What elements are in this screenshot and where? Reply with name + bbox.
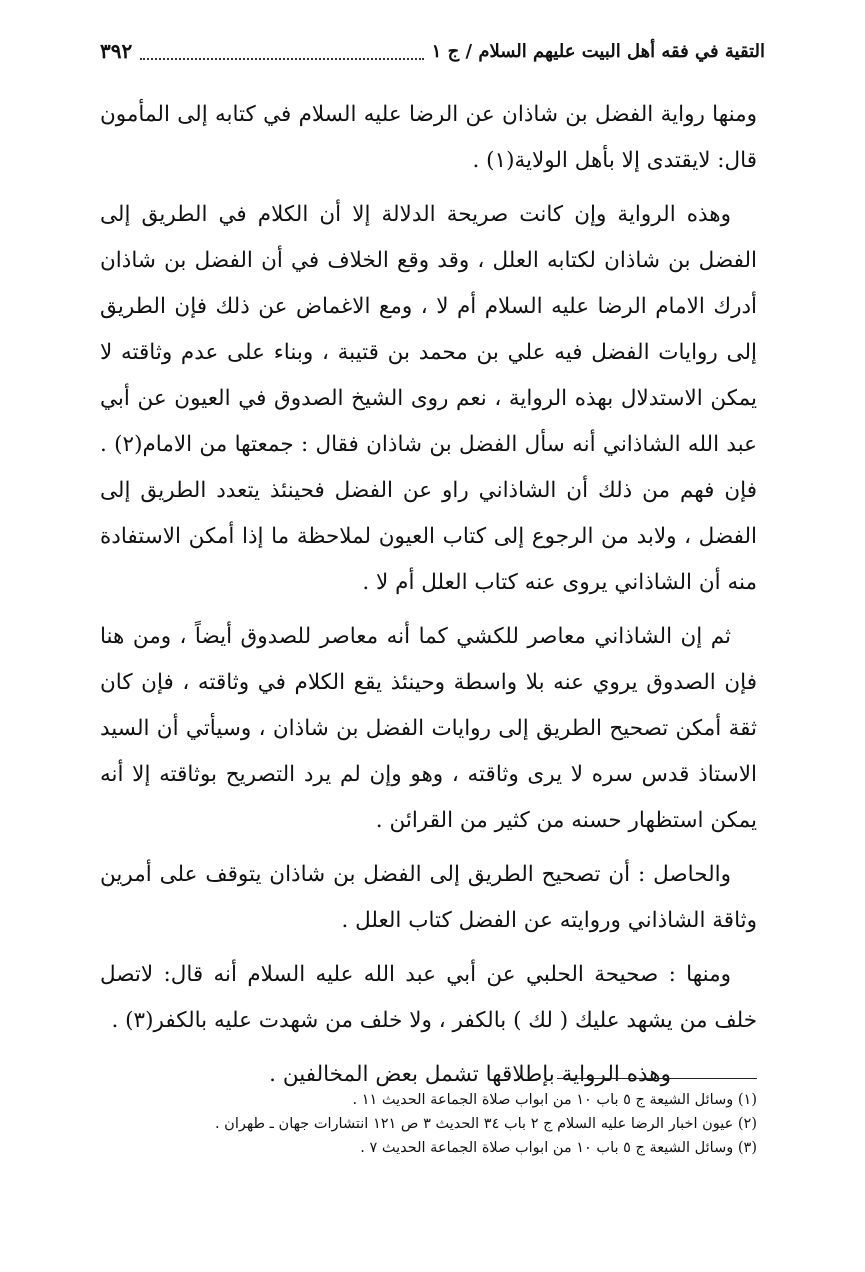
page-number: ٣٩٢ bbox=[100, 39, 133, 63]
paragraph: ثم إن الشاذاني معاصر للكشي كما أنه معاصر للصدوق أيضاً ، ومن هنا فإن الصدوق يروي عنه بلا واسطة وحينئذ يقع الكلام في وثاقته ، فإن كان ثقة أمكن تصحيح الطريق إلى روايات الفضل بن شاذان ، وسيأتي أن السيد الاستاذ قدس سره لا يرى وثاقته ، وهو وإن لم يرد التصريح بوثاقته إلا أنه يمكن استظهار حسنه من كثير من القرائن . bbox=[100, 624, 757, 833]
page-header bbox=[100, 34, 765, 68]
footnote: (٣) وسائل الشيعة ج ٥ باب ١٠ من ابواب صلاة الجماعة الحديث ٧ . bbox=[360, 1140, 757, 1156]
paragraph: وهذه الرواية وإن كانت صريحة الدلالة إلا أن الكلام في الطريق إلى الفضل بن شاذان لكتابه العلل ، وقد وقع الخلاف في أن الفضل بن شاذان أدرك الامام الرضا عليه السلام أم لا ، ومع الاغماض عن ذلك فإن الطريق إلى روايات الفضل فيه علي بن محمد بن قتيبة ، وبناء على عدم وثاقته لا يمكن الاستدلال بهذه الرواية ، نعم روى الشيخ الصدوق في العيون عن أبي عبد الله الشاذاني أنه سأل الفضل بن شاذان فقال : جمعتها من الامام(٢) . فإن فهم من ذلك أن الشاذاني راو عن الفضل فحينئذ يتعدد الطريق إلى الفضل ، ولابد من الرجوع إلى كتاب العيون لملاحظة ما إذا أمكن الاستفادة منه أن الشاذاني يروى عنه كتاب العلل أم لا . bbox=[100, 202, 757, 595]
paragraph: ومنها : صحيحة الحلبي عن أبي عبد الله عليه السلام أنه قال: لاتصل خلف من يشهد عليك ( لك ) بالكفر ، ولا خلف من شهدت عليه بالكفر(٣) . bbox=[100, 962, 757, 1033]
paragraph: والحاصل : أن تصحيح الطريق إلى الفضل بن شاذان يتوقف على أمرين وثاقة الشاذاني وروايته عن الفضل كتاب العلل . bbox=[100, 862, 757, 933]
footnote: (٢) عيون اخبار الرضا عليه السلام ج ٢ باب ٣٤ الحديث ٣ ص ١٢١ انتشارات جهان ـ طهران . bbox=[214, 1116, 757, 1132]
running-title: التقية في فقه أهل البيت عليهم السلام / ج ١ bbox=[431, 40, 765, 62]
leader-dots bbox=[140, 52, 423, 60]
footnotes bbox=[100, 1088, 757, 1160]
paragraph: ومنها رواية الفضل بن شاذان عن الرضا عليه السلام في كتابه إلى المأمون قال: لايقتدى إلا بأهل الولاية(١) . bbox=[100, 102, 757, 173]
paragraph: وهذه الرواية بإطلاقها تشمل بعض المخالفين . bbox=[269, 1062, 671, 1087]
main-text bbox=[100, 92, 757, 1106]
footnote-separator bbox=[557, 1078, 757, 1079]
footnote: (١) وسائل الشيعة ج ٥ باب ١٠ من ابواب صلاة الجماعة الحديث ١١ . bbox=[352, 1092, 757, 1108]
